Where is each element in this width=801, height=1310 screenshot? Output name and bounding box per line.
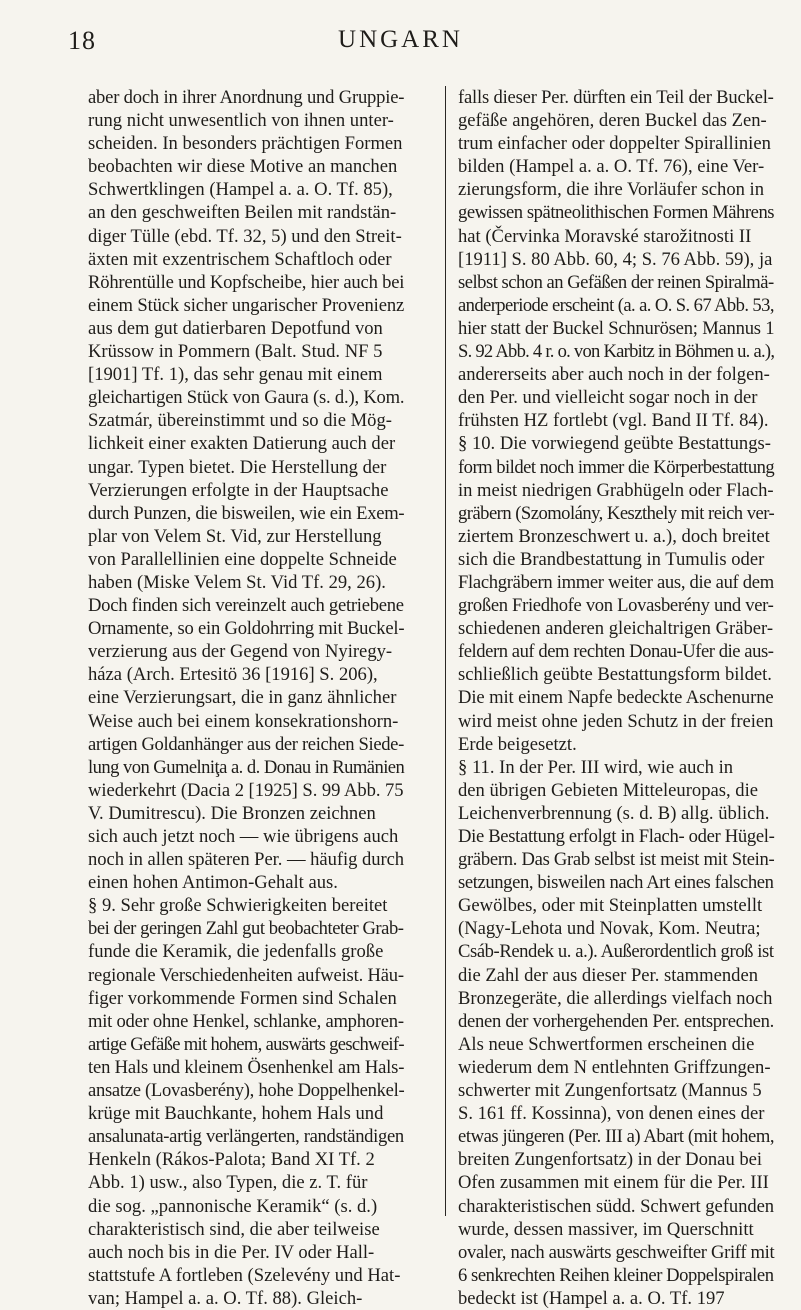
text-line: schließlich geübte Bestattungsform bildet. — [458, 664, 772, 686]
text-line: ten Hals und kleinem Ösenhenkel am Hals- — [88, 1056, 405, 1078]
text-line: rung nicht unwesentlich von ihnen unter- — [88, 110, 394, 132]
text-line: anderperiode erscheint (a. a. O. S. 67 Abb. 53, — [458, 294, 774, 316]
text-line: gefäße angehören, deren Buckel das Zen- — [458, 110, 767, 132]
text-line: etwas jüngeren (Per. III a) Abart (mit hohem, — [458, 1126, 775, 1148]
text-line: (Nagy-Lehota und Novak, Kom. Neutra; — [458, 918, 761, 940]
text-line: andererseits aber auch noch in der folgen- — [458, 364, 770, 386]
text-line: verzierung aus der Gegend von Nyiregy- — [88, 641, 393, 663]
text-line: wurde, dessen massiver, im Querschnitt — [458, 1218, 754, 1240]
text-line: bilden (Hampel a. a. O. Tf. 76), eine Ver- — [458, 156, 765, 178]
text-line: Ofen zusammen mit einem für die Per. III — [458, 1172, 769, 1194]
text-line: artige Gefäße mit hohem, auswärts geschweif- — [88, 1033, 404, 1055]
text-line: Doch finden sich vereinzelt auch getriebene — [88, 595, 404, 617]
text-line: gräbern (Szomolány, Keszthely mit reich ver- — [458, 502, 775, 524]
text-line: ovaler, nach auswärts geschweifter Griff mit — [458, 1241, 775, 1263]
text-line: feldern auf dem rechten Donau-Ufer die aus- — [458, 641, 774, 663]
text-line: sich auch jetzt noch — wie übrigens auch — [88, 826, 399, 847]
text-line: äxten mit exzentrischem Schaftloch oder — [88, 248, 392, 270]
text-line: Abb. 1) usw., also Typen, die z. T. für — [88, 1172, 368, 1194]
text-line: durch Punzen, die bisweilen, wie ein Exem- — [88, 502, 405, 524]
text-line: Szatmár, übereinstimmt und so die Mög- — [88, 410, 392, 432]
text-line: selbst schon an Gefäßen der reinen Spiralmä- — [458, 271, 774, 293]
text-line: trum einfacher oder doppelter Spirallinien — [458, 133, 771, 155]
text-line: Bronzegeräte, die allerdings vielfach noch — [458, 987, 773, 1009]
text-line: § 10. Die vorwiegend geübte Bestattungs- — [458, 433, 771, 455]
text-line: ansalunata-artig verlängerten, randständigen — [88, 1126, 404, 1148]
text-line: Röhrentülle und Kopfscheibe, hier auch bei — [88, 271, 405, 293]
text-line: charakteristischen südd. Schwert gefunden — [458, 1195, 775, 1217]
text-line: 6 senkrechten Reihen kleiner Doppelspiralen — [458, 1264, 774, 1286]
text-line: den Per. und vielleicht sogar noch in der — [458, 387, 758, 409]
text-line: die sog. „pannonische Keramik“ (s. d.) — [88, 1195, 378, 1217]
text-line: beobachten wir diese Motive an manchen — [88, 156, 398, 178]
text-line: Gewölbes, oder mit Steinplatten umstellt — [458, 895, 763, 917]
text-line: die Zahl der aus dieser Per. stammenden — [458, 964, 758, 986]
text-line: artigen Goldanhänger aus der reichen Siede- — [88, 733, 404, 755]
text-line: breiten Zungenfortsatz) in der Donau bei — [458, 1149, 763, 1171]
text-line: lung von Gumelniţa a. d. Donau in Rumänien — [88, 756, 405, 778]
text-line: einen hohen Antimon-Gehalt aus. — [88, 872, 338, 894]
left-text-column — [88, 86, 404, 1310]
text-line: krüge mit Bauchkante, hohem Hals und — [88, 1103, 384, 1125]
text-line: eine Verzierungsart, die in ganz ähnlicher — [88, 687, 397, 709]
text-line: setzungen, bisweilen nach Art eines falschen — [458, 872, 774, 894]
text-line: scheiden. In besonders prächtigen Formen — [88, 133, 403, 155]
text-line: plar von Velem St. Vid, zur Herstellung — [88, 525, 382, 547]
text-line: aber doch in ihrer Anordnung und Gruppie- — [88, 87, 405, 108]
text-line: S. 161 ff. Kossinna), von denen eines der — [458, 1103, 765, 1125]
text-line: Leichenverbrennung (s. d. B) allg. üblich. — [458, 802, 770, 824]
text-line: Die mit einem Napfe bedeckte Aschenurne — [458, 687, 774, 709]
text-line: hat (Červinka Moravské starožitnosti II — [458, 225, 752, 247]
text-line: bei der geringen Zahl gut beobachteter Grab- — [88, 918, 404, 940]
text-line: einem Stück sicher ungarischer Provenienz — [88, 294, 405, 316]
text-line: bedeckt ist (Hampel a. a. O. Tf. 197 — [458, 1287, 725, 1309]
text-line: ziertem Bronzeschwert u. a.), doch breitet — [458, 525, 770, 547]
text-line: aus dem gut datierbaren Depotfund von — [88, 317, 383, 339]
text-line: S. 92 Abb. 4 r. o. von Karbitz in Böhmen u. a.), — [458, 341, 775, 363]
right-text-column — [458, 86, 774, 1310]
text-line: sich die Brandbestattung in Tumulis oder — [458, 548, 765, 570]
text-line: funde die Keramik, die jedenfalls große — [88, 941, 384, 963]
text-line: von Parallellinien eine doppelte Schneide — [88, 548, 397, 570]
text-line: diger Tülle (ebd. Tf. 32, 5) und den Streit- — [88, 225, 402, 247]
text-line: Henkeln (Rákos-Palota; Band XI Tf. 2 — [88, 1149, 375, 1171]
text-line: auch noch bis in die Per. IV oder Hall- — [88, 1241, 375, 1263]
text-line: schiedenen anderen gleichaltrigen Gräber- — [458, 618, 774, 640]
text-line: an den geschweiften Beilen mit randstän- — [88, 202, 397, 224]
text-line: noch in allen späteren Per. — häufig durch — [88, 849, 405, 871]
text-line: § 9. Sehr große Schwierigkeiten bereitet — [88, 895, 388, 917]
text-line: Ornamente, so ein Goldohrring mit Buckel- — [88, 618, 405, 640]
text-line: Krüssow in Pommern (Balt. Stud. NF 5 — [88, 341, 383, 363]
text-line: stattstufe A fortleben (Szelevény und Hat- — [88, 1264, 401, 1286]
text-line: figer vorkommende Formen sind Schalen — [88, 987, 397, 1009]
text-line: Flachgräbern immer weiter aus, die auf dem — [458, 571, 774, 593]
text-line: ungar. Typen bietet. Die Herstellung der — [88, 456, 387, 478]
text-line: falls dieser Per. dürften ein Teil der Buckel- — [458, 87, 774, 108]
page-number: 18 — [68, 26, 96, 55]
text-line: hier statt der Buckel Schnurösen; Mannus 1 — [458, 317, 775, 339]
text-line: Weise auch bei einem konsekrationshorn- — [88, 710, 399, 732]
text-line: zierungsform, die ihre Vorläufer schon in — [458, 179, 765, 201]
text-line: háza (Arch. Ertesitö 36 [1916] S. 206), — [88, 664, 378, 686]
text-line: van; Hampel a. a. O. Tf. 88). Gleich- — [88, 1287, 363, 1309]
text-line: [1901] Tf. 1), das sehr genau mit einem — [88, 364, 383, 386]
text-line: schwerter mit Zungenfortsatz (Mannus 5 — [458, 1080, 762, 1102]
text-line: Schwertklingen (Hampel a. a. O. Tf. 85), — [88, 179, 393, 201]
text-line: § 11. In der Per. III wird, wie auch in — [458, 756, 734, 778]
text-line: gewissen spätneolithischen Formen Mährens — [458, 202, 775, 224]
text-line: großen Friedhofe von Lovasberény und ver- — [458, 595, 774, 617]
text-line: in meist niedrigen Grabhügeln oder Flach- — [458, 479, 774, 501]
column-divider — [445, 86, 446, 1216]
text-line: regionale Verschiedenheiten aufweist. Häu- — [88, 964, 404, 986]
text-line: haben (Miske Velem St. Vid Tf. 29, 26). — [88, 571, 386, 593]
text-line: gleichartigen Stück von Gaura (s. d.), Kom. — [88, 387, 405, 409]
text-line: lichkeit einer exakten Datierung auch der — [88, 433, 396, 455]
text-line: ansatze (Lovasberény), hohe Doppelhenkel- — [88, 1080, 405, 1102]
text-line: Erde beigesetzt. — [458, 733, 577, 755]
text-line: den übrigen Gebieten Mitteleuropas, die — [458, 779, 758, 801]
text-line: Verzierungen erfolgte in der Hauptsache — [88, 479, 389, 501]
text-line: Die Bestattung erfolgt in Flach- oder Hügel- — [458, 826, 775, 847]
text-line: wird meist ohne jeden Schutz in der freien — [458, 710, 774, 732]
text-line: Als neue Schwertformen erscheinen die — [458, 1033, 755, 1055]
text-line: wiederum dem N entlehnten Griffzungen- — [458, 1056, 771, 1078]
running-head: UNGARN — [338, 26, 463, 53]
text-line: wiederkehrt (Dacia 2 [1925] S. 99 Abb. 75 — [88, 779, 404, 801]
text-line: mit oder ohne Henkel, schlanke, amphoren- — [88, 1010, 404, 1032]
text-line: Csáb-Rendek u. a.). Außerordentlich groß ist — [458, 941, 774, 963]
text-line: V. Dumitrescu). Die Bronzen zeichnen — [88, 802, 376, 824]
page-header — [0, 20, 801, 60]
text-line: denen der vorhergehenden Per. entsprechen. — [458, 1010, 775, 1032]
text-line: gräbern. Das Grab selbst ist meist mit Stein- — [458, 849, 775, 871]
text-line: [1911] S. 80 Abb. 60, 4; S. 76 Abb. 59), ja — [458, 248, 773, 270]
text-line: form bildet noch immer die Körperbestattung — [458, 456, 775, 478]
text-line: frühsten HZ fortlebt (vgl. Band II Tf. 84). — [458, 410, 769, 432]
text-line: charakteristisch sind, die aber teilweise — [88, 1218, 380, 1240]
